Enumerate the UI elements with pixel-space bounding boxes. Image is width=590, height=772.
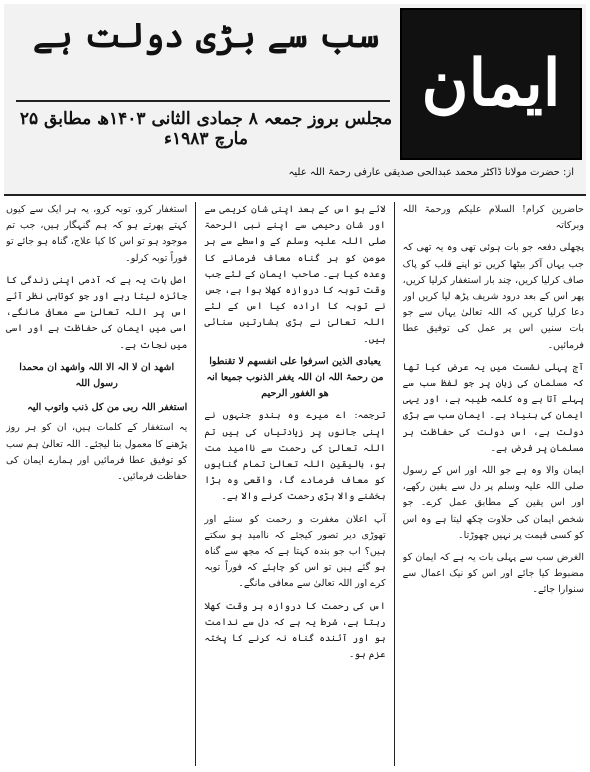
paragraph: لائے ہو اس کے بعد اپنی شان کریمی سے اور شان رحیمی سے اپنے نبی الرحمۃ صلی اللہ علیہ وسلم کے واسطے سے ہر مومن کو ہر گناہ معاف فرمانے کا وعدہ کیا ہے۔ صاحب ایمان کے لئے جب وقت توبہ کا دروازہ کھلا ہوا ہے، جس نے توبہ کا ارادہ کیا اس کے لئے اللہ تعالیٰ نے بڑی بشارتیں سنائی ہیں۔ [204, 204, 386, 345]
header-divider [16, 100, 390, 102]
issue-date-line: مجلس بروز جمعہ ۸ جمادی الثانی ۱۴۰۳ھ مطابق ۲۵ مارچ ۱۹۸۳ء [19, 109, 393, 149]
paragraph: الغرض سب سے پہلی بات یہ ہے کہ ایمان کو مضبوط کیا جائے اور اس کو نیک اعمال سے سنوارا جائے۔ [402, 552, 584, 596]
masthead-logo [400, 8, 582, 160]
paragraph: یہ استغفار کے کلمات ہیں، ان کو ہر روز پڑھنے کا معمول بنا لیجئے۔ اللہ تعالیٰ ہم سب کو توفیق عطا فرمائیں اور ہمارے ایمان کی حفاظت فرمائیں۔ [6, 422, 188, 483]
kalima-shahadat: اشھد ان لا الہ الا اللہ واشھد ان محمدا رسول اللہ [19, 361, 175, 390]
author-byline: از: حضرت مولانا ڈاکٹر محمد عبدالحی صدیقی عارفی رحمۃ اللہ علیہ [288, 167, 574, 178]
slogan-headline: سب سے بڑی دولت ہے [32, 16, 380, 56]
paragraph: آپ اعلان مغفرت و رحمت کو سنئے اور تھوڑی دیر تصور کیجئے کہ ناامید ہو سکتے ہیں؟ اب جو بندہ کہتا ہے کہ مجھ سے گناہ ہو گئے ہیں تو اس کو چاہئے کہ فوراً توبہ کرے اور اللہ تعالیٰ سے معافی مانگے۔ [204, 513, 386, 590]
paragraph: ترجمہ: اے میرے وہ بندو جنہوں نے اپنی جانوں پر زیادتیاں کی ہیں تم اللہ تعالیٰ کی رحمت سے ناامید مت ہو، بالیقین اللہ تعالیٰ تمام گناہوں کو معاف فرمادے گا، واقعی وہ بڑا بخشنے والا بڑی رحمت کرنے والا ہے۔ [204, 410, 386, 503]
masthead [4, 4, 586, 196]
paragraph: آج پہلی نشست میں یہ عرض کیا تھا کہ مسلمان کی زبان پر جو لفظ سب سے پہلے آتا ہے وہ کلمہ طیبہ ہے، اور یہی ایمان کی بنیاد ہے۔ ایمان سب سے بڑی دولت ہے، اس دولت کی حفاظت ہر مسلمان پر فرض ہے۔ [402, 361, 584, 454]
paragraph: حاضرین کرام! السلام علیکم ورحمۃ اللہ وبرکاتہ [402, 204, 584, 232]
article-body [6, 202, 584, 766]
paragraph: اس کی رحمت کا دروازہ ہر وقت کھلا رہتا ہے، شرط یہ ہے کہ دل سے ندامت ہو اور آئندہ گناہ نہ کرنے کا پختہ عزم ہو۔ [204, 600, 386, 661]
paragraph: اصل بات یہ ہے کہ آدمی اپنی زندگی کا جائزہ لیتا رہے اور جو کوتاہی نظر آئے اس پر اللہ تعالیٰ سے معافی مانگے، اسی میں ایمان کی حفاظت ہے اور اسی میں نجات ہے۔ [6, 274, 188, 351]
column-left [6, 202, 187, 766]
quran-verse: یعبادی الذین اسرفوا علی انفسھم لا تقنطوا من رحمۃ اللہ ان اللہ یغفر الذنوب جمیعا انہ ھو الغفور الرحیم [206, 355, 384, 400]
column-right [403, 202, 584, 766]
paragraph: پچھلی دفعہ جو بات ہوئی تھی وہ یہ تھی کہ جب یہاں آکر بیٹھا کریں تو اپنے قلب کو پاک صاف کرلیا کریں، چند بار استغفار کرلیا کریں، پھر اس کے بعد درود شریف پڑھ لیا کریں اور دعا کرلیا کریں کہ اللہ تعالیٰ یہاں سے جو بات سنیں اس پر عمل کی توفیق عطا فرمائیں۔ [402, 242, 584, 351]
logo-text: ایمان [421, 46, 561, 121]
istighfar-heading: استغفر اللہ ربی من کل ذنب واتوب الیہ [27, 402, 188, 414]
column-middle [204, 202, 385, 766]
paragraph: استغفار کرو، توبہ کرو، یہ ہر ایک سے کیوں کہتے پھرتے ہو کہ ہم گنہگار ہیں، جب تم موجود ہو تو اس کا کیا علاج، گناہ ہو جائے تو فوراً توبہ کرلو۔ [6, 204, 188, 264]
column-divider [394, 202, 395, 766]
column-divider [195, 202, 196, 766]
paragraph: ایمان والا وہ ہے جو اللہ اور اس کے رسول صلی اللہ علیہ وسلم پر دل سے یقین رکھے، اور اس یقین کے مطابق عمل کرے۔ جو شخص ایمان کی حلاوت چکھ لیتا ہے وہ اس کو کسی قیمت پر نہیں چھوڑتا۔ [402, 465, 584, 541]
